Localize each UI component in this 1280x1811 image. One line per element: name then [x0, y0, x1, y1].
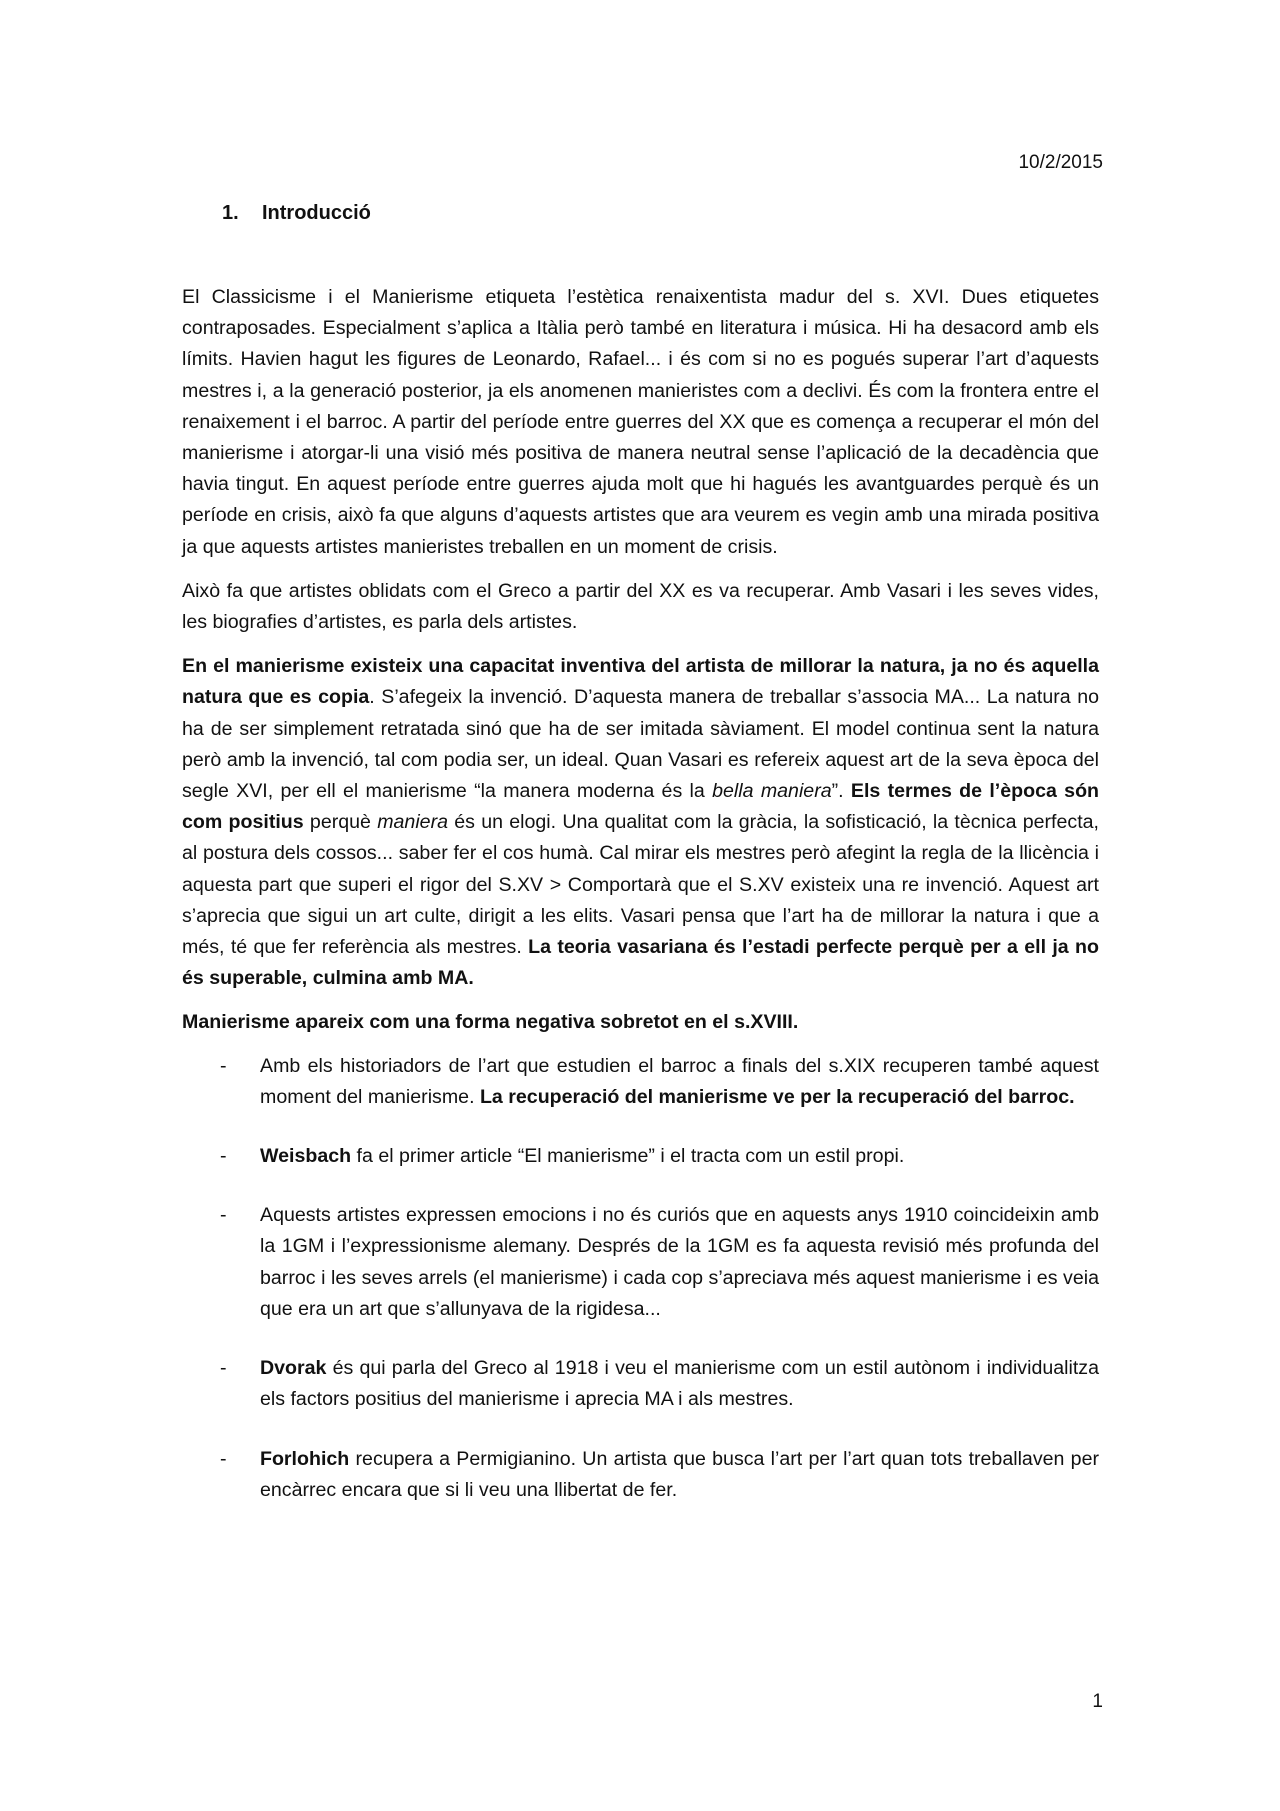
- dash-bullet: -: [220, 1204, 227, 1227]
- list-item-text: Aquests artistes expressen emocions i no és curiós que en aquests anys 1910 coincideixin amb la 1GM i l’expressionisme alemany. Després de la 1GM es fa aquesta revisió més profunda del barroc i les seves arrels (el manierisme) i cada cop s’apreciava més aquest manierisme i es veia que era un art que s’allunyava de la rigidesa...: [260, 1204, 1099, 1320]
- page-number: 1: [1092, 1691, 1103, 1712]
- list-item: [182, 1051, 1099, 1113]
- list-item-text: Amb els historiadors de l’art que estudien el barroc a finals del s.XIX recuperen també aquest moment del manierisme.: [260, 1054, 1099, 1108]
- dash-bullet: -: [220, 1054, 227, 1077]
- document-body: [182, 282, 1099, 1534]
- list-item: [182, 1353, 1099, 1415]
- section-title: Introducció: [262, 202, 371, 224]
- bold-text: Els termes de l’època són com positius: [182, 780, 1100, 834]
- italic-text: bella maniera: [712, 780, 832, 803]
- italic-text: maniera: [377, 811, 448, 834]
- list-item-bold: La recuperació del manierisme ve per la recuperació del barroc.: [479, 1085, 1075, 1108]
- list-item-text: recupera a Permigianino. Un artista que busca l’art per l’art quan tots treballaven per encàrrec encara que si li veu una llibertat de fer.: [260, 1447, 1099, 1501]
- list-item-bold: Dvorak: [260, 1357, 327, 1380]
- bold-text: En el manierisme existeix una capacitat inventiva del artista de millorar la natura, ja no és aquella natura que es copia: [182, 655, 1099, 709]
- list-item-bold: Weisbach: [260, 1145, 352, 1168]
- paragraph-text: . S’afegeix la invenció. D’aquesta manera de treballar s’associa MA... La natura no ha de ser simplement retratada sinó que ha de ser imitada sàviament. El model continua sent la natura però amb la invenció, tal com podia ser, un ideal. Quan Vasari es refereix aquest art de la seva època del segle XVI, per ell el manierisme “la manera moderna és la: [182, 686, 1099, 803]
- section-number: 1.: [222, 202, 239, 224]
- section-heading: [222, 202, 371, 225]
- bullet-list: [182, 1051, 1099, 1506]
- paragraph-invention: [182, 651, 1099, 994]
- dash-bullet: -: [220, 1447, 227, 1470]
- paragraph-text: és un elogi. Una qualitat com la gràcia, la sofisticació, la tècnica perfecta, al postura dels cossos... saber fer el cos humà. Cal mirar els mestres però afegint la regla de la llicència i aquesta part que superi el rigor del S.XV > Comportarà que el S.XV existeix una re invenció. Aquest art s’aprecia que sigui un art culte, dirigit a les elits. Vasari pensa que l’art ha de millorar la natura i que a més, té que fer referència als mestres.: [182, 811, 1099, 959]
- subheading: Manierisme apareix com una forma negativa sobretot en el s.XVIII.: [182, 1011, 799, 1034]
- paragraph-vasari: Això fa que artistes oblidats com el Greco a partir del XX es va recuperar. Amb Vasari i les seves vides, les biografies d’artistes, es parla dels artistes.: [182, 579, 1099, 634]
- document-date: 10/2/2015: [1018, 152, 1103, 173]
- paragraph-intro: El Classicisme i el Manierisme etiqueta l’estètica renaixentista madur del s. XVI. Dues etiquetes contraposades. Especialment s’aplica a Itàlia però també en literatura i música. Hi ha desacord amb els límits. Havien hagut les figures de Leonardo, Rafael... i és com si no es pogués superar l’art d’aquests mestres i, a la generació posterior, ja els anomenen manieristes com a declivi. És com la frontera entre el renaixement i el barroc. A partir del període entre guerres del XX que es comença a recuperar el món del manierisme i atorgar-li una visió més positiva de manera neutral sense l’aplicació de la decadència que havia tingut. En aquest període entre guerres ajuda molt que hi hagués les avantguardes perquè és un període en crisis, això fa que alguns d’aquests artistes que ara veurem es vegin amb una mirada positiva ja que aquests artistes manieristes treballen en un moment de crisis.: [182, 286, 1099, 558]
- list-item-bold: Forlohich: [260, 1447, 350, 1470]
- list-item: [182, 1141, 1099, 1172]
- list-item: [182, 1200, 1099, 1325]
- list-item-text: és qui parla del Greco al 1918 i veu el manierisme com un estil autònom i individualitza els factors positius del manierisme i aprecia MA i als mestres.: [260, 1357, 1099, 1411]
- list-item-text: fa el primer article “El manierisme” i el tracta com un estil propi.: [351, 1145, 905, 1168]
- paragraph-text: perquè: [303, 811, 378, 834]
- dash-bullet: -: [220, 1357, 227, 1380]
- paragraph-text: ”.: [831, 780, 851, 803]
- dash-bullet: -: [220, 1145, 227, 1168]
- bold-text: La teoria vasariana és l’estadi perfecte perquè per a ell ja no és superable, culmina amb MA.: [182, 936, 1099, 990]
- list-item: [182, 1444, 1099, 1506]
